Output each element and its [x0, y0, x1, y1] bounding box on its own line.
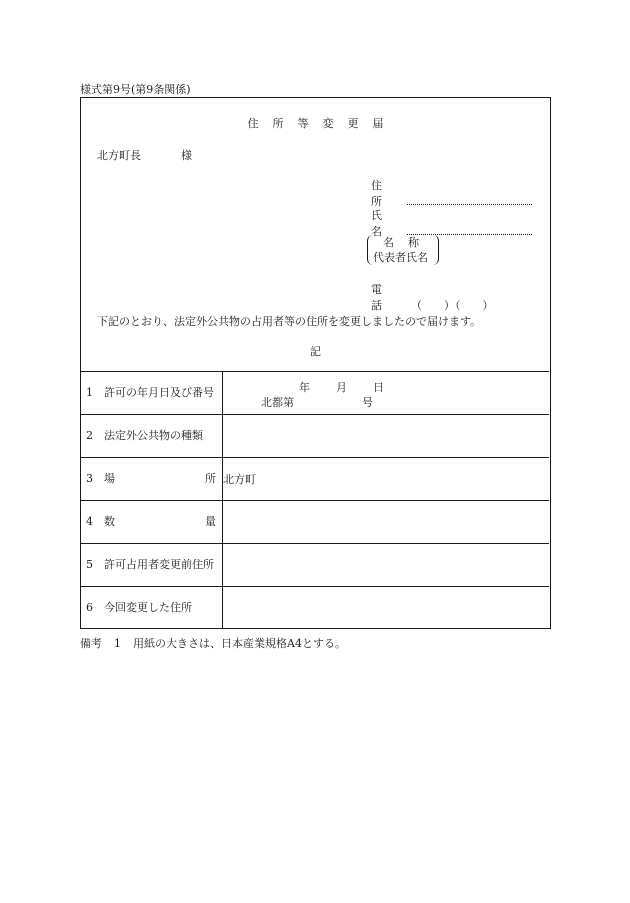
permit-value-cell[interactable]	[223, 372, 550, 415]
table-row	[81, 544, 549, 587]
row-label-cell	[81, 415, 223, 458]
addressee-name: 北方町長	[97, 149, 141, 162]
permit-date	[299, 379, 384, 395]
row-value-cell[interactable]	[223, 544, 550, 587]
remarks-label: 備考	[80, 637, 102, 650]
form-box	[80, 97, 551, 629]
row-label: 数	[104, 515, 115, 528]
row-value-cell[interactable]	[223, 501, 550, 544]
row-label: 許可の年月日及び番号	[104, 386, 214, 399]
row-value-cell[interactable]	[223, 587, 550, 630]
ki-heading: 記	[310, 345, 321, 358]
remarks-note	[80, 635, 346, 651]
row-number: 6	[86, 601, 93, 614]
name-label: 氏名	[371, 209, 392, 238]
rep-name-label: 名称	[383, 236, 433, 249]
address-line[interactable]	[407, 194, 532, 205]
address-label: 住所	[371, 179, 392, 208]
row-label-cell	[81, 544, 223, 587]
row-label-end: 量	[205, 515, 216, 528]
permit-year: 年	[299, 381, 310, 394]
row-label: 場	[104, 472, 115, 485]
applicant-address-field[interactable]	[371, 177, 532, 209]
statement-text: 下記のとおり、法定外公共物の占用者等の住所を変更しましたので届けます。	[97, 315, 482, 328]
row-label-cell	[81, 587, 223, 630]
row-number: 2	[86, 429, 93, 442]
table-row	[81, 372, 549, 415]
table-row	[81, 458, 549, 501]
permit-number	[261, 394, 373, 410]
row-number: 1	[86, 386, 93, 399]
permit-day: 日	[373, 381, 384, 394]
row-value-cell[interactable]: 北方町	[223, 458, 550, 501]
permit-month: 月	[336, 381, 347, 394]
permit-prefix: 北都第	[261, 396, 294, 409]
row-label: 許可占用者変更前住所	[104, 558, 214, 571]
name-line[interactable]	[407, 224, 532, 235]
addressee-honorific: 様	[181, 149, 192, 162]
remarks-text: 用紙の大きさは、日本産業規格A4とする。	[133, 637, 346, 650]
form-title: 住所等変更届	[247, 117, 398, 130]
row-label-cell	[81, 372, 223, 415]
representative-bracket	[367, 235, 439, 265]
row-label-cell	[81, 501, 223, 544]
table-row	[81, 587, 549, 630]
row-number: 3	[86, 472, 93, 485]
row-label: 今回変更した住所	[104, 601, 192, 614]
row-number: 4	[86, 515, 93, 528]
rep-person-label: 代表者氏名	[373, 251, 428, 264]
form-number-label: 様式第9号(第9条関係)	[80, 83, 191, 96]
row-label: 法定外公共物の種類	[104, 429, 203, 442]
row-label-end: 所	[205, 472, 216, 485]
phone-parens: （ ）（ ）	[411, 299, 494, 312]
table-row	[81, 501, 549, 544]
remarks-number: 1	[114, 637, 121, 650]
applicant-phone-field[interactable]	[371, 281, 494, 313]
addressee	[97, 147, 192, 163]
table-row	[81, 415, 549, 458]
phone-label: 電話	[371, 283, 392, 312]
row-value-cell[interactable]	[223, 415, 550, 458]
details-table	[81, 371, 549, 629]
row-number: 5	[86, 558, 93, 571]
permit-suffix: 号	[362, 396, 373, 409]
row-label-cell	[81, 458, 223, 501]
